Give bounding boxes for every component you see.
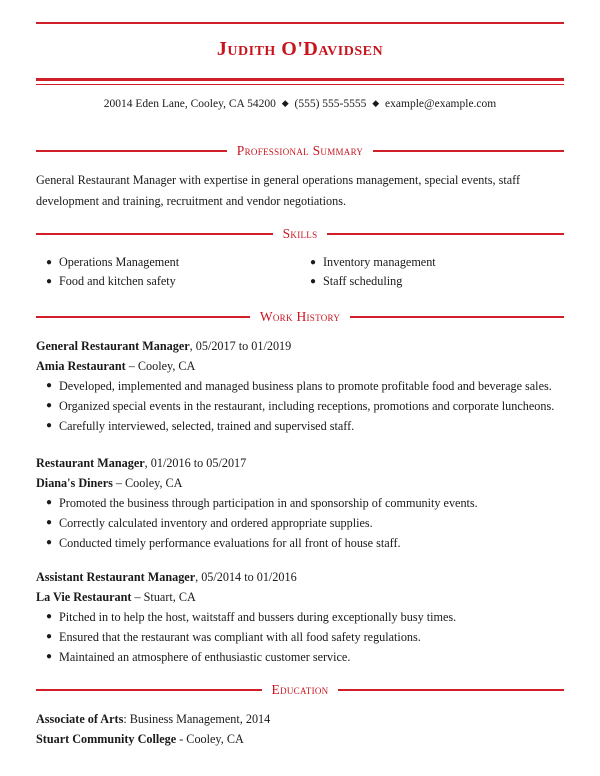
divider xyxy=(36,233,273,234)
school: Stuart Community College xyxy=(36,732,177,746)
section-title: Education xyxy=(271,682,329,697)
job-company: La Vie Restaurant xyxy=(36,590,132,604)
job-company-line xyxy=(36,356,564,376)
bullet-icon: ● xyxy=(46,611,53,622)
contact-phone: (555) 555-5555 xyxy=(294,98,367,110)
job-location: – Cooley, CA xyxy=(125,359,196,373)
job-bullet: ● Organized special events in the restaurant, including receptions, promotions and corporate luncheons. xyxy=(36,396,564,416)
bullet-icon: ● xyxy=(310,257,317,268)
contact-line xyxy=(0,98,600,110)
section-title: Professional Summary xyxy=(236,143,364,158)
job-entry xyxy=(36,336,564,436)
separator-diamond-icon: ◆ xyxy=(372,98,380,108)
job-dates: , 01/2016 to 05/2017 xyxy=(144,456,247,470)
job-location: – Stuart, CA xyxy=(131,590,196,604)
job-company: Amia Restaurant xyxy=(36,359,126,373)
job-title-line xyxy=(36,567,564,587)
bullet-icon: ● xyxy=(46,257,53,268)
separator-diamond-icon: ◆ xyxy=(281,98,289,108)
divider xyxy=(338,689,564,690)
divider xyxy=(36,316,250,317)
header-rule-thin xyxy=(36,84,564,85)
bullet-icon: ● xyxy=(46,517,53,528)
divider xyxy=(327,233,564,234)
bullet-icon: ● xyxy=(46,497,53,508)
degree: Associate of Arts xyxy=(36,712,124,726)
job-bullet: ● Conducted timely performance evaluations for all front of house staff. xyxy=(36,533,564,553)
job-title: Assistant Restaurant Manager xyxy=(36,570,196,584)
bullet-icon: ● xyxy=(46,380,53,391)
resume-page: Judith O'Davidsen 20014 Eden Lane, Cooley, CA 54200 ◆ (555) 555-5555 ◆ example@example.com Professional Summary General Restaurant Manager with expertise in general operations management, special events, staff development and training, recruitment and vendor negotiations. Skills ● Operations Management ● Inventory management ● Food and kitchen safety ● Staff scheduling Work History General Restaurant Manager, 05/2017 to 01/2019 Amia Restaurant – Cooley, CA ● Developed, implemented and managed business plans to promote profitable food and beverage sales. ● Organized special events in the restaurant, including receptions, promotions and corporate luncheons. ● Carefully interviewed, selected, trained and supervised staff. Restaurant Manager, 01/2016 to 05/2017 Diana's Diners – Cooley, CA ● Promoted the business through participation in and sponsorship of community events. ● Correctly calculated inventory and ordered appropriate supplies. ● Conducted timely performance evaluations for all front of house staff. Assistant Restaurant Manager, 05/2014 to 01/2016 La Vie Restaurant – Stuart, CA ● Pitched in to help the host, waitstaff and bussers during exceptionally busy times. ● Ensured that the restaurant was compliant with all food safety regulations. ● Maintained an atmosphere of enthusiastic customer service. Education Associate of Arts: Business Management, 2014 Stuart Community College - Cooley, CA xyxy=(0,0,600,776)
degree-field: : Business Management, 2014 xyxy=(123,712,271,726)
job-bullet: ● Maintained an atmosphere of enthusiastic customer service. xyxy=(36,647,564,667)
job-entry xyxy=(36,453,564,553)
job-location: – Cooley, CA xyxy=(112,476,183,490)
section-header-skills xyxy=(36,226,564,242)
bullet-icon: ● xyxy=(310,276,317,287)
job-entry xyxy=(36,567,564,667)
summary-text: General Restaurant Manager with expertise in general operations management, special events, staff development and training, recruitment and vendor negotiations. xyxy=(36,173,521,208)
section-header-education xyxy=(36,682,564,698)
job-title-line xyxy=(36,453,564,473)
section-header-work xyxy=(36,309,564,325)
bullet-icon: ● xyxy=(46,651,53,662)
bullet-icon: ● xyxy=(46,631,53,642)
job-company: Diana's Diners xyxy=(36,476,113,490)
header-rule-thick xyxy=(36,78,564,81)
job-dates: , 05/2017 to 01/2019 xyxy=(189,339,292,353)
bullet-icon: ● xyxy=(46,400,53,411)
job-bullet: ● Ensured that the restaurant was compliant with all food safety regulations. xyxy=(36,627,564,647)
school-line xyxy=(36,729,564,749)
education-entry xyxy=(36,709,564,749)
contact-address: 20014 Eden Lane, Cooley, CA 54200 xyxy=(103,98,276,110)
section-title: Work History xyxy=(259,309,341,324)
job-dates: , 05/2014 to 01/2016 xyxy=(195,570,297,584)
job-title: Restaurant Manager xyxy=(36,456,145,470)
divider xyxy=(373,150,564,151)
job-bullet: ● Correctly calculated inventory and ordered appropriate supplies. xyxy=(36,513,564,533)
divider xyxy=(36,689,262,690)
job-title: General Restaurant Manager xyxy=(36,339,190,353)
job-bullet: ● Promoted the business through participation in and sponsorship of community events. xyxy=(36,493,564,513)
top-rule xyxy=(36,22,564,24)
divider xyxy=(350,316,564,317)
section-header-summary xyxy=(36,143,564,159)
bullet-icon: ● xyxy=(46,420,53,431)
job-bullet: ● Carefully interviewed, selected, trained and supervised staff. xyxy=(36,416,564,436)
school-location: - Cooley, CA xyxy=(176,732,244,746)
job-title-line xyxy=(36,336,564,356)
job-bullet: ● Pitched in to help the host, waitstaff and bussers during exceptionally busy times. xyxy=(36,607,564,627)
candidate-name: Judith O'Davidsen xyxy=(216,38,384,60)
job-company-line xyxy=(36,473,564,493)
section-title: Skills xyxy=(282,226,318,241)
bullet-icon: ● xyxy=(46,276,53,287)
job-company-line xyxy=(36,587,564,607)
bullet-icon: ● xyxy=(46,537,53,548)
job-bullet: ● Developed, implemented and managed business plans to promote profitable food and beverage sales. xyxy=(36,376,564,396)
divider xyxy=(36,150,227,151)
degree-line xyxy=(36,709,564,729)
contact-email: example@example.com xyxy=(385,98,497,110)
